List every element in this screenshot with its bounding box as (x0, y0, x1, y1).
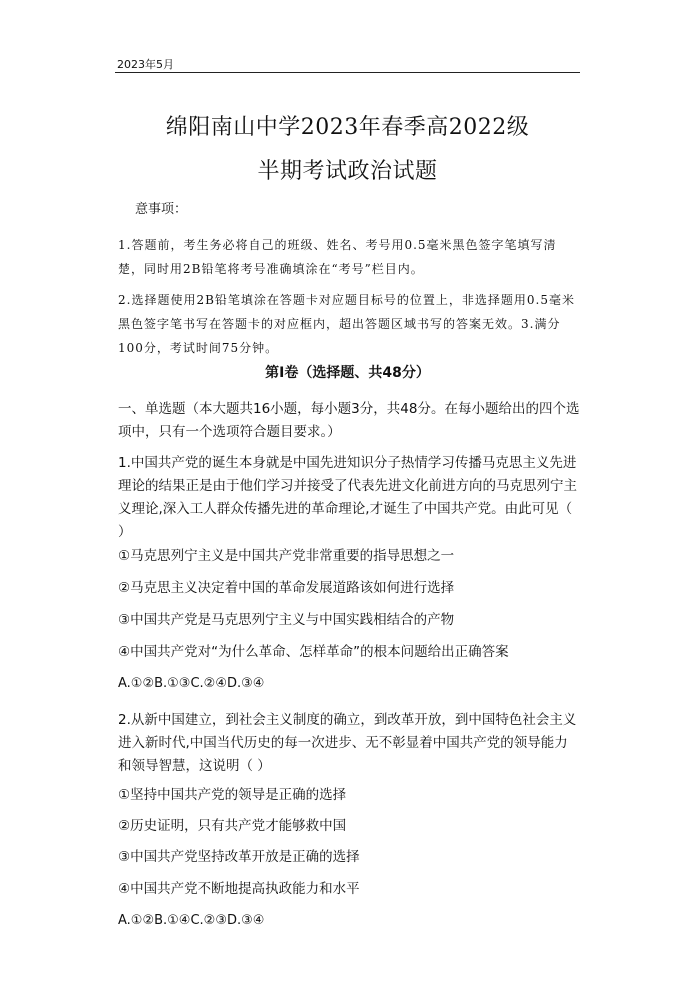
question-2-stem: 2.从新中国建立，到社会主义制度的确立，到改革开放，到中国特色社会主义进入新时代,中国当代历史的每一次进步、无不彰显着中国共产党的领导能力和领导智慧，这说明（ ） (118, 712, 577, 774)
question-2-option-4: ④中国共产党不断地提高执政能力和水平 (118, 881, 360, 897)
question-1-option-3: ③中国共产党是马克思列宁主义与中国实践相结合的产物 (118, 612, 455, 628)
notice-heading: 意事项： (135, 202, 188, 217)
question-2-option-2: ②历史证明，只有共产党才能够救中国 (118, 818, 347, 834)
question-1-option-2: ②马克思主义决定着中国的革命发展道路该如何进行选择 (118, 580, 455, 596)
question-2-choices: A.①②B.①④C.②③D.③④ (118, 913, 265, 928)
exam-subtitle: 半期考试政治试题 (257, 159, 438, 184)
question-1-stem: 1.中国共产党的诞生本身就是中国先进知识分子热情学习传播马克思主义先进理论的结果正是由于他们学习并接受了代表先进文化前进方向的马克思列宁主义理论,深入工人群众传播先进的革命理论,才诞生了中国共产党。由此可见（ ） (118, 455, 577, 540)
header-divider (115, 72, 580, 73)
exam-title: 绵阳南山中学2023年春季高2022级 (165, 115, 530, 140)
notice-item-2: 2.选择题使用2B铅笔填涂在答题卡对应题目标号的位置上，非选择题用0.5毫米黑色签字笔书写在答题卡的对应框内，超出答题区域书写的答案无效。3.满分100分，考试时间75分钟。 (118, 293, 575, 355)
question-1-option-4: ④中国共产党对“为什么革命、怎样革命”的根本问题给出正确答案 (118, 644, 509, 660)
question-2-option-3: ③中国共产党坚持改革开放是正确的选择 (118, 849, 360, 865)
header-date: 2023年5月 (117, 58, 174, 71)
question-1-choices: A.①②B.①③C.②④D.③④ (118, 676, 265, 691)
question-2-option-1: ①坚持中国共产党的领导是正确的选择 (118, 787, 347, 803)
section-instruction: 一、单选题（本大题共16小题，每小题3分，共48分。在每小题给出的四个选项中，只有一个选项符合题目要求。） (118, 401, 580, 440)
notice-item-1: 1.答题前，考生务必将自己的班级、姓名、考号用0.5毫米黑色签字笔填写清楚，同时用2B铅笔将考号准确填涂在“考号”栏目内。 (118, 238, 557, 276)
question-1-option-1: ①马克思列宁主义是中国共产党非常重要的指导思想之一 (118, 548, 455, 564)
section-title: 第Ⅰ卷（选择题、共48分） (265, 365, 430, 381)
